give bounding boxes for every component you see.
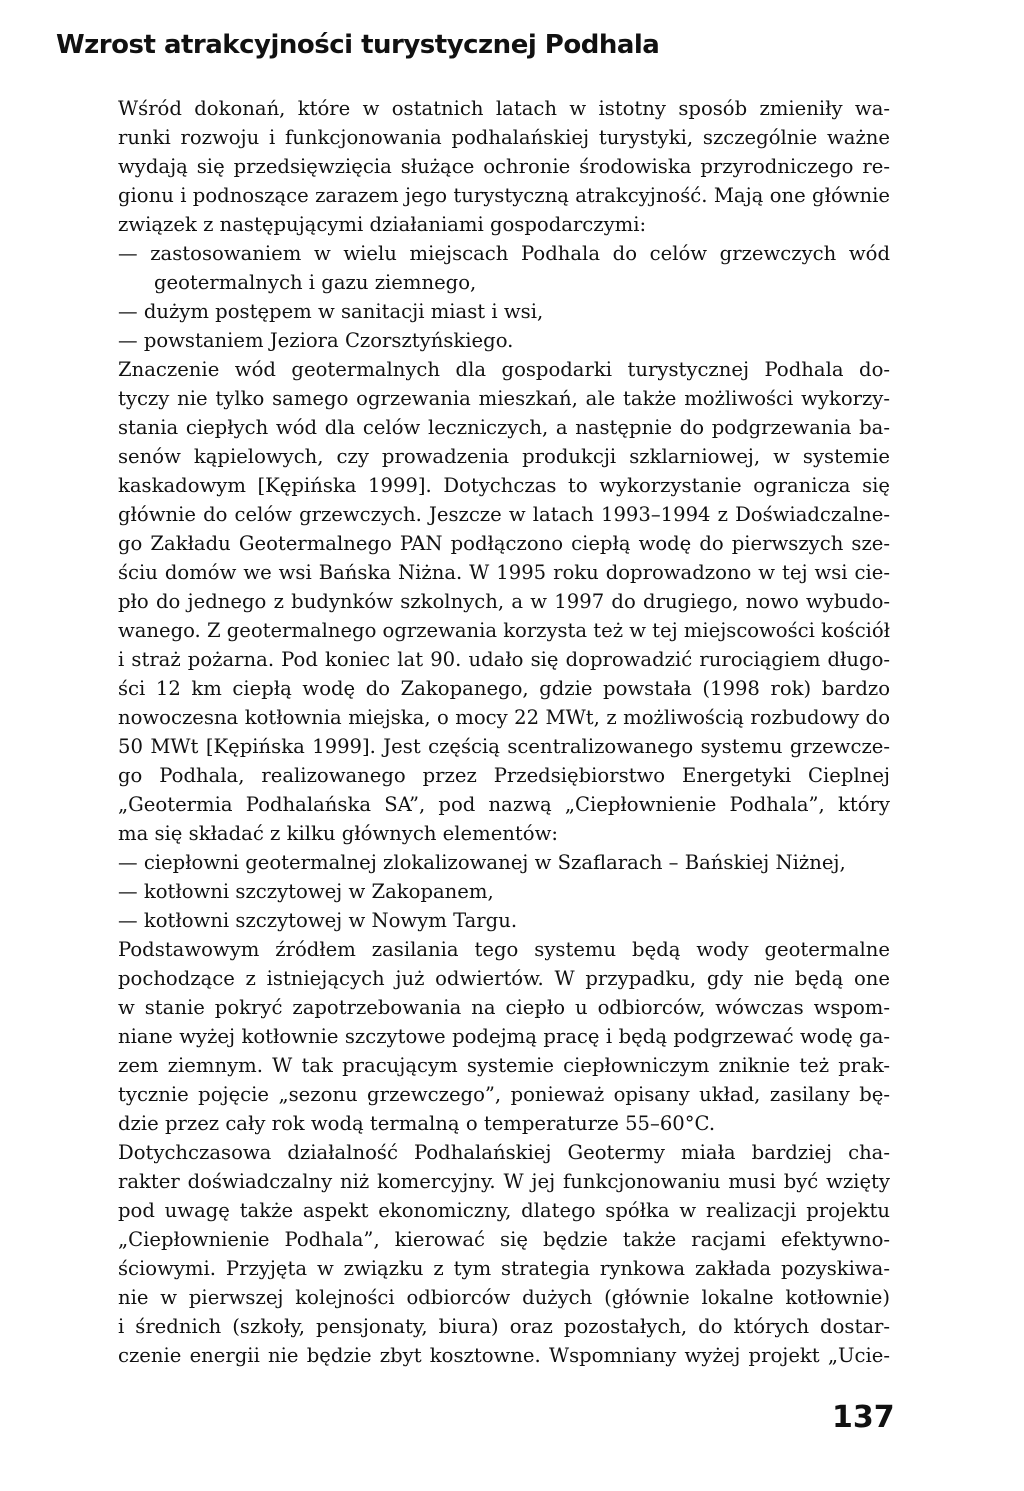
- text-line: związek z następującymi działaniami gospodarczymi:: [118, 213, 647, 236]
- text-line: pod uwagę także aspekt ekonomiczny, dlatego spółka w realizacji projektu: [118, 1199, 890, 1222]
- text-line: i średnich (szkoły, pensjonaty, biura) oraz pozostałych, do których dostar-: [118, 1315, 890, 1338]
- text-line: ściowymi. Przyjęta w związku z tym strategia rynkowa zakłada pozyskiwa-: [118, 1257, 890, 1280]
- text-line: — powstaniem Jeziora Czorsztyńskiego.: [118, 329, 514, 352]
- text-line: — zastosowaniem w wielu miejscach Podhala do celów grzewczych wód: [118, 242, 890, 265]
- text-line: pło do jednego z budynków szkolnych, a w 1997 do drugiego, nowo wybudo-: [118, 590, 890, 613]
- text-line: gionu i podnoszące zarazem jego turystyczną atrakcyjność. Mają one głównie: [118, 184, 890, 207]
- body-text: [118, 94, 890, 1370]
- text-line: Dotychczasowa działalność Podhalańskiej Geotermy miała bardziej cha-: [118, 1141, 890, 1164]
- text-line: nie w pierwszej kolejności odbiorców dużych (głównie lokalne kotłownie): [118, 1286, 890, 1309]
- text-line: „Geotermia Podhalańska SA”, pod nazwą „Ciepłownienie Podhala”, który: [118, 793, 890, 816]
- section-heading: Wzrost atrakcyjności turystycznej Podhala: [56, 30, 660, 60]
- text-line: nowoczesna kotłownia miejska, o mocy 22 MWt, z możliwością rozbudowy do: [118, 706, 890, 729]
- text-line: zem ziemnym. W tak pracującym systemie ciepłowniczym zniknie też prak-: [118, 1054, 890, 1077]
- text-line: Podstawowym źródłem zasilania tego systemu będą wody geotermalne: [118, 938, 890, 961]
- text-line: Wśród dokonań, które w ostatnich latach w istotny sposób zmieniły wa-: [118, 97, 890, 120]
- text-line: go Podhala, realizowanego przez Przedsiębiorstwo Energetyki Cieplnej: [118, 764, 890, 787]
- text-line: ści 12 km ciepłą wodę do Zakopanego, gdzie powstała (1998 rok) bardzo: [118, 677, 890, 700]
- text-line: dzie przez cały rok wodą termalną o temperaturze 55–60°C.: [118, 1112, 716, 1135]
- text-line: — kotłowni szczytowej w Nowym Targu.: [118, 909, 518, 932]
- text-line: ma się składać z kilku głównych elementów:: [118, 822, 558, 845]
- text-line: pochodzące z istniejących już odwiertów. W przypadku, gdy nie będą one: [118, 967, 890, 990]
- text-line: rakter doświadczalny niż komercyjny. W jej funkcjonowaniu musi być wzięty: [118, 1170, 890, 1193]
- text-line: niane wyżej kotłownie szczytowe podejmą pracę i będą podgrzewać wodę ga-: [118, 1025, 890, 1048]
- text-line: ściu domów we wsi Bańska Niżna. W 1995 roku doprowadzono w tej wsi cie-: [118, 561, 890, 584]
- text-line: kaskadowym [Kępińska 1999]. Dotychczas to wykorzystanie ogranicza się: [118, 474, 890, 497]
- text-line: — ciepłowni geotermalnej zlokalizowanej w Szaflarach – Bańskiej Niżnej,: [118, 851, 846, 874]
- text-line: i straż pożarna. Pod koniec lat 90. udało się doprowadzić rurociągiem długo-: [118, 648, 890, 671]
- text-line: — kotłowni szczytowej w Zakopanem,: [118, 880, 494, 903]
- text-line: stania ciepłych wód dla celów leczniczych, a następnie do podgrzewania ba-: [118, 416, 890, 439]
- page-number: 137: [832, 1400, 895, 1435]
- text-line: wanego. Z geotermalnego ogrzewania korzysta też w tej miejscowości kościół: [118, 619, 890, 642]
- text-line: go Zakładu Geotermalnego PAN podłączono ciepłą wodę do pierwszych sze-: [118, 532, 890, 555]
- text-line: 50 MWt [Kępińska 1999]. Jest częścią scentralizowanego systemu grzewcze-: [118, 735, 890, 758]
- text-line: senów kąpielowych, czy prowadzenia produkcji szklarniowej, w systemie: [118, 445, 890, 468]
- text-line: Znaczenie wód geotermalnych dla gospodarki turystycznej Podhala do-: [118, 358, 890, 381]
- text-line: tyczy nie tylko samego ogrzewania mieszkań, ale także możliwości wykorzy-: [118, 387, 890, 410]
- text-line: głównie do celów grzewczych. Jeszcze w latach 1993–1994 z Doświadczalne-: [118, 503, 890, 526]
- text-line: — dużym postępem w sanitacji miast i wsi,: [118, 300, 544, 323]
- text-line: runki rozwoju i funkcjonowania podhalańskiej turystyki, szczególnie ważne: [118, 126, 890, 149]
- text-line: geotermalnych i gazu ziemnego,: [154, 271, 477, 294]
- text-line: w stanie pokryć zapotrzebowania na ciepło u odbiorców, wówczas wspom-: [118, 996, 890, 1019]
- text-line: „Ciepłownienie Podhala”, kierować się będzie także racjami efektywno-: [118, 1228, 890, 1251]
- text-line: czenie energii nie będzie zbyt kosztowne. Wspomniany wyżej projekt „Ucie-: [118, 1344, 890, 1367]
- text-line: wydają się przedsięwzięcia służące ochronie środowiska przyrodniczego re-: [118, 155, 890, 178]
- text-line: tycznie pojęcie „sezonu grzewczego”, ponieważ opisany układ, zasilany bę-: [118, 1083, 890, 1106]
